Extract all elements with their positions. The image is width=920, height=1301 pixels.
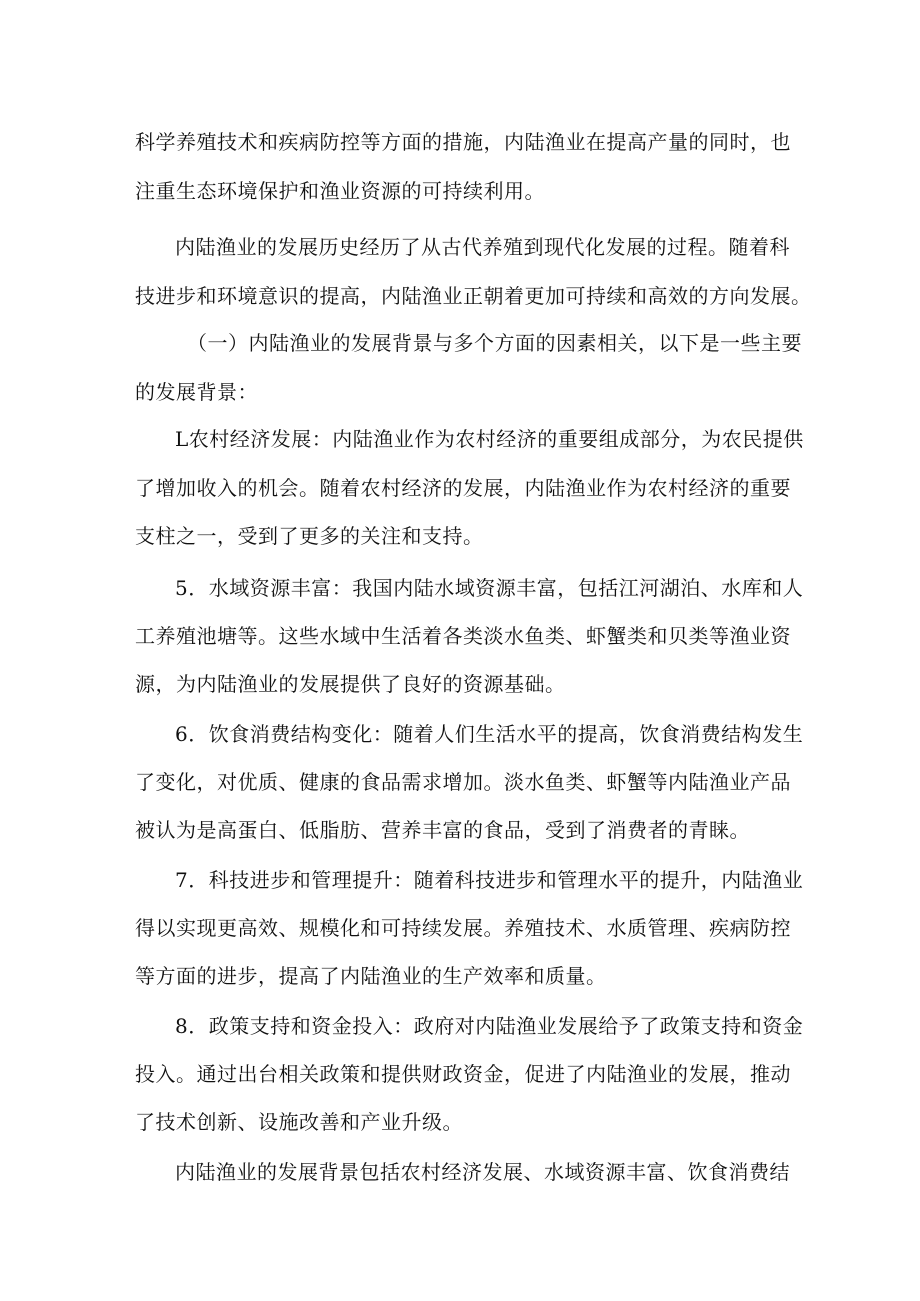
paragraph-2-line-2: 技进步和环境意识的提高，内陆渔业正朝着更加可持续和高效的方向发展。 <box>135 284 812 308</box>
paragraph-4-line-2: 了增加收入的机会。随着农村经济的发展，内陆渔业作为农村经济的重要 <box>135 476 791 500</box>
paragraph-6-line-1: 6．饮食消费结构变化：随着人们生活水平的提高，饮食消费结构发生 <box>175 722 804 746</box>
paragraph-8-line-3: 了技术创新、设施改善和产业升级。 <box>135 1110 463 1134</box>
paragraph-4-line-3: 支柱之一，受到了更多的关注和支持。 <box>135 524 484 548</box>
paragraph-8-line-1: 8．政策支持和资金投入：政府对内陆渔业发展给予了政策支持和资金 <box>175 1014 804 1038</box>
paragraph-7-line-1: 7．科技进步和管理提升：随着科技进步和管理水平的提升，内陆渔业 <box>175 868 804 892</box>
paragraph-3-line-2: 的发展背景： <box>135 380 258 404</box>
paragraph-7-line-2: 得以实现更高效、规模化和可持续发展。养殖技术、水质管理、疾病防控 <box>135 916 791 940</box>
paragraph-4-line-1: L农村经济发展：内陆渔业作为农村经济的重要组成部分，为农民提供 <box>175 427 804 451</box>
paragraph-5-line-3: 源，为内陆渔业的发展提供了良好的资源基础。 <box>135 672 566 696</box>
paragraph-5-line-1: 5．水域资源丰富：我国内陆水域资源丰富，包括江河湖泊、水库和人 <box>175 576 804 600</box>
paragraph-1-line-1: 科学养殖技术和疾病防控等方面的措施，内陆渔业在提高产量的同时，也 <box>135 130 791 154</box>
paragraph-2-line-1: 内陆渔业的发展历史经历了从古代养殖到现代化发展的过程。随着科 <box>175 235 790 259</box>
paragraph-3-line-1: （一）内陆渔业的发展背景与多个方面的因素相关，以下是一些主要 <box>187 331 802 355</box>
paragraph-1-line-2: 注重生态环境保护和渔业资源的可持续利用。 <box>135 179 545 203</box>
paragraph-6-line-3: 被认为是高蛋白、低脂肪、营养丰富的食品，受到了消费者的青睐。 <box>135 818 750 842</box>
paragraph-5-line-2: 工养殖池塘等。这些水域中生活着各类淡水鱼类、虾蟹类和贝类等渔业资 <box>135 624 791 648</box>
paragraph-7-line-3: 等方面的进步，提高了内陆渔业的生产效率和质量。 <box>135 964 607 988</box>
paragraph-8-line-2: 投入。通过出台相关政策和提供财政资金，促进了内陆渔业的发展，推动 <box>135 1062 791 1086</box>
paragraph-6-line-2: 了变化，对优质、健康的食品需求增加。淡水鱼类、虾蟹等内陆渔业产品 <box>135 770 791 794</box>
paragraph-9-line-1: 内陆渔业的发展背景包括农村经济发展、水域资源丰富、饮食消费结 <box>175 1160 790 1184</box>
